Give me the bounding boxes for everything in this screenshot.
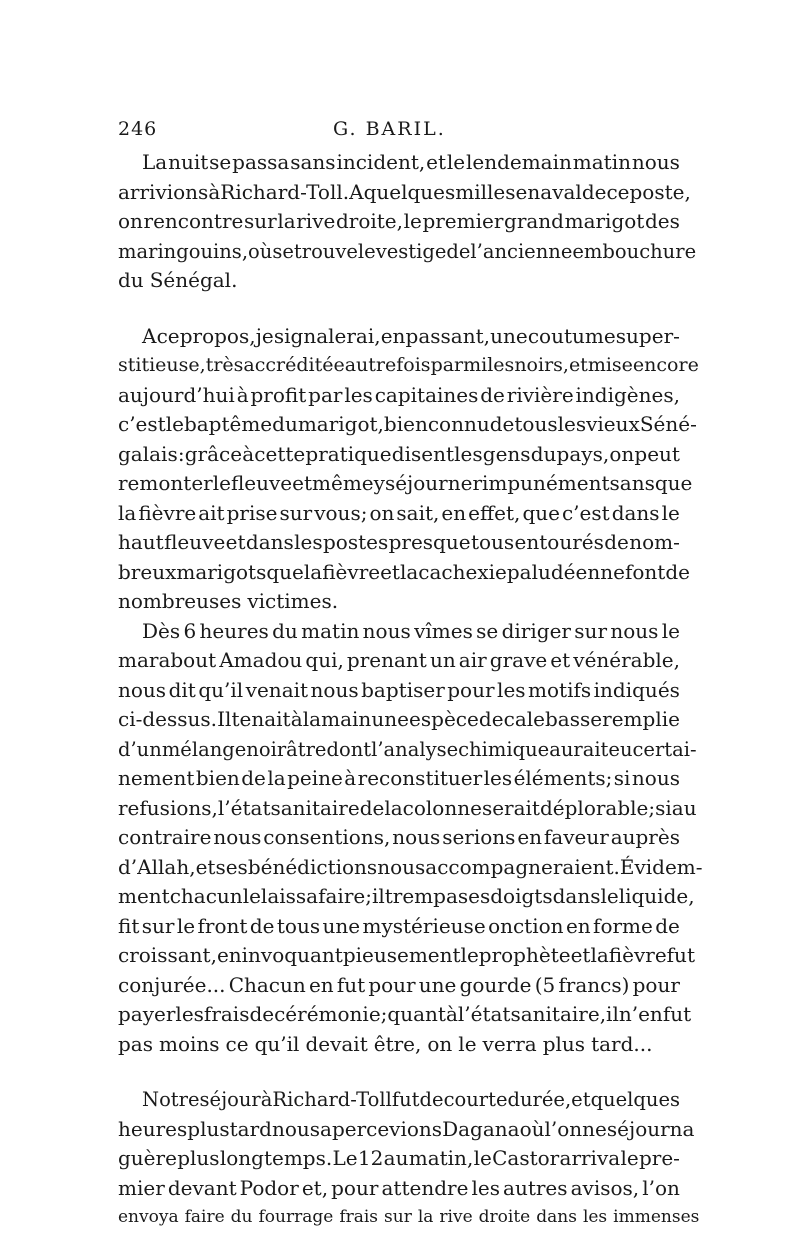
text-line: la fièvre ait prise sur vous; on sait, en effet, que c’est dans le (118, 500, 680, 525)
paragraph-gap (118, 296, 680, 322)
text-line: d’un mélange noirâtre dont l’analyse chimique aurait eu certai- (118, 737, 697, 761)
text-line: guère plus longtemps. Le 12 au matin, le Castor arriva le pre- (118, 1146, 680, 1170)
text-line: nombreuses victimes. (118, 589, 339, 613)
running-head: G. BARIL. (333, 118, 446, 140)
paragraph-gap (118, 1059, 680, 1085)
text-line: galais : grâce à cette pratique disent les gens du pays, on peut (118, 441, 680, 466)
text-line: on rencontre sur la rive droite, le premier grand marigot des (118, 209, 680, 233)
text-line: fit sur le front de tous une mystérieuse onction en forme de (118, 913, 680, 938)
text-line: Dès 6 heures du matin nous vîmes se diriger sur nous le (142, 618, 680, 643)
text-line: heures plus tard nous apercevions Dagana où l’on ne séjourna (118, 1116, 695, 1141)
text-line: remonter le fleuve et même y séjourner impunément sans que (118, 471, 693, 495)
text-line: arrivions à Richard-Toll. A quelques milles en aval de ce poste, (118, 179, 691, 204)
text-line: nement bien de la peine à reconstituer les éléments; si nous (118, 766, 680, 790)
text-line: mier devant Podor et, pour attendre les autres avisos, l’on (118, 1175, 680, 1200)
text-line: maringouins, où se trouve le vestige de l’ancienne embouchure (118, 239, 697, 263)
text-line: d’Allah, et ses bénédictions nous accompagneraient. Évidem- (118, 854, 703, 879)
page-number: 246 (118, 118, 158, 140)
text-line: breux marigots que la fièvre et la cachexie paludéenne font de (118, 559, 690, 584)
text-line: pas moins ce qu’il devait être, on le verra plus tard... (118, 1031, 653, 1056)
text-line: Notre séjour à Richard-Toll fut de courte durée, et quelques (142, 1088, 680, 1111)
text-line: A ce propos, je signalerai, en passant, une coutume super- (142, 323, 680, 348)
page-header (118, 118, 678, 148)
text-line: stitieuse, très accréditée autrefois parmi les noirs, et mise encore (118, 354, 699, 376)
paragraph (118, 148, 697, 296)
text-line: payer les frais de cérémonie; quant à l’état sanitaire, il n’en fut (118, 1002, 692, 1026)
text-line: La nuit se passa sans incident, et le lendemain matin nous (142, 150, 680, 174)
body-text (118, 148, 703, 1233)
text-line: envoya faire du fourrage frais sur la rive droite dans les immenses (118, 1207, 700, 1227)
text-line: contraire nous consentions, nous serions en faveur auprès (118, 825, 680, 849)
text-line: conjurée... Chacun en fut pour une gourde (5 francs) pour (118, 972, 680, 997)
text-line: aujourd’hui à profit par les capitaines de rivière indigènes, (118, 382, 680, 407)
paragraph (118, 322, 699, 617)
text-line: haut fleuve et dans les postes presque tous entourés de nom- (118, 530, 680, 554)
text-line: c’est le baptême du marigot, bien connu de tous les vieux Séné- (118, 412, 697, 436)
text-line: ci-dessus. Il tenait à la main une espèce de calebasse remplie (118, 707, 680, 731)
text-line: du Sénégal. (118, 268, 238, 292)
text-line: ment chacun le laissa faire; il trempa ses doigts dans le liquide, (118, 884, 695, 908)
text-line: refusions, l’état sanitaire de la colonne serait déplorable; si au (118, 795, 697, 820)
text-line: nous dit qu’il venait nous baptiser pour les motifs indiqués (118, 677, 680, 702)
paragraph (118, 1085, 700, 1233)
paragraph (118, 617, 703, 1060)
text-line: croissant, en invoquant pieusement le prophète et la fièvre fut (118, 943, 695, 967)
text-line: marabout Amadou qui, prenant un air grave et vénérable, (118, 648, 680, 672)
